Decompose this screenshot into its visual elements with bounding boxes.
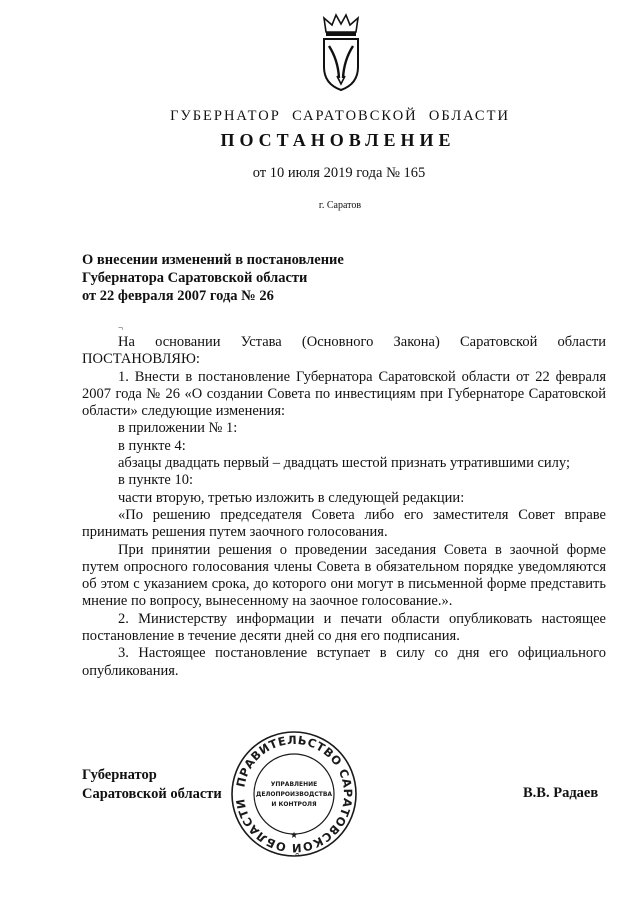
stamp-star-icon: ★	[289, 831, 299, 841]
stamp-text-line: ДЕЛОПРОИЗВОДСТВА	[255, 791, 333, 798]
paragraph: в приложении № 1:	[118, 420, 238, 437]
paragraph: 3. Настоящее постановление вступает в силу со дня его официального опубликования.	[82, 645, 606, 679]
subject-line: О внесении изменений в постановление	[82, 252, 344, 268]
signatory-position-line: Губернатор	[82, 767, 157, 783]
paragraph: 1. Внести в постановление Губернатора Саратовской области от 22 февраля 2007 года № 26 «О создании Совета по инвестициям при Губернаторе Саратовской области» следующие изменения:	[82, 368, 606, 420]
decree-body	[82, 334, 606, 680]
paragraph: абзацы двадцать первый – двадцать шестой признать утратившими силу;	[118, 455, 570, 472]
decree-title: ПОСТАНОВЛЕНИЕ	[220, 130, 456, 150]
paragraph: части вторую, третью изложить в следующей редакции:	[118, 489, 465, 506]
paragraph: При принятии решения о проведении заседания Совета в заочной форме путем опросного голосования члены Совета в обязательном порядке уведомляются об этом с указанием срока, до которого они могут в письменной форме представить мнение по вопросу, вынесенному на заочное голосование.».	[82, 541, 606, 610]
paragraph: 2. Министерству информации и печати области опубликовать настоящее постановление в течение десяти дней со дня его подписания.	[82, 610, 606, 645]
paragraph: в пункте 10:	[118, 472, 194, 489]
signatory-position-line: Саратовской области	[82, 786, 222, 802]
coat-of-arms-icon	[318, 12, 364, 92]
decree-subject	[82, 251, 442, 305]
signatory-name: В.В. Радаев	[523, 785, 599, 801]
subject-line: Губернатора Саратовской области	[82, 270, 308, 286]
paragraph: в пункте 4:	[118, 437, 186, 454]
stamp-text-line: УПРАВЛЕНИЕ	[270, 781, 318, 788]
signatory-position	[82, 766, 222, 804]
official-stamp	[229, 730, 359, 858]
paragraph: На основании Устава (Основного Закона) Саратовской области ПОСТАНОВЛЯЮ:	[82, 334, 606, 368]
paragraph: «По решению председателя Совета либо его заместителя Совет вправе принимать решения путем заочного голосования.	[82, 506, 606, 541]
decree-date: от 10 июля 2019 года № 165	[252, 165, 426, 181]
scan-mark: ¬	[118, 323, 124, 333]
subject-line: от 22 февраля 2007 года № 26	[82, 288, 274, 304]
stamp-text-line: И КОНТРОЛЯ	[271, 801, 317, 808]
city-label: г. Саратов	[318, 200, 362, 211]
stamp-ring-text: ПРАВИТЕЛЬСТВО САРАТОВСКОЙ ОБЛАСТИ	[233, 732, 356, 856]
governor-title: ГУБЕРНАТОР САРАТОВСКОЙ ОБЛАСТИ	[170, 108, 510, 124]
